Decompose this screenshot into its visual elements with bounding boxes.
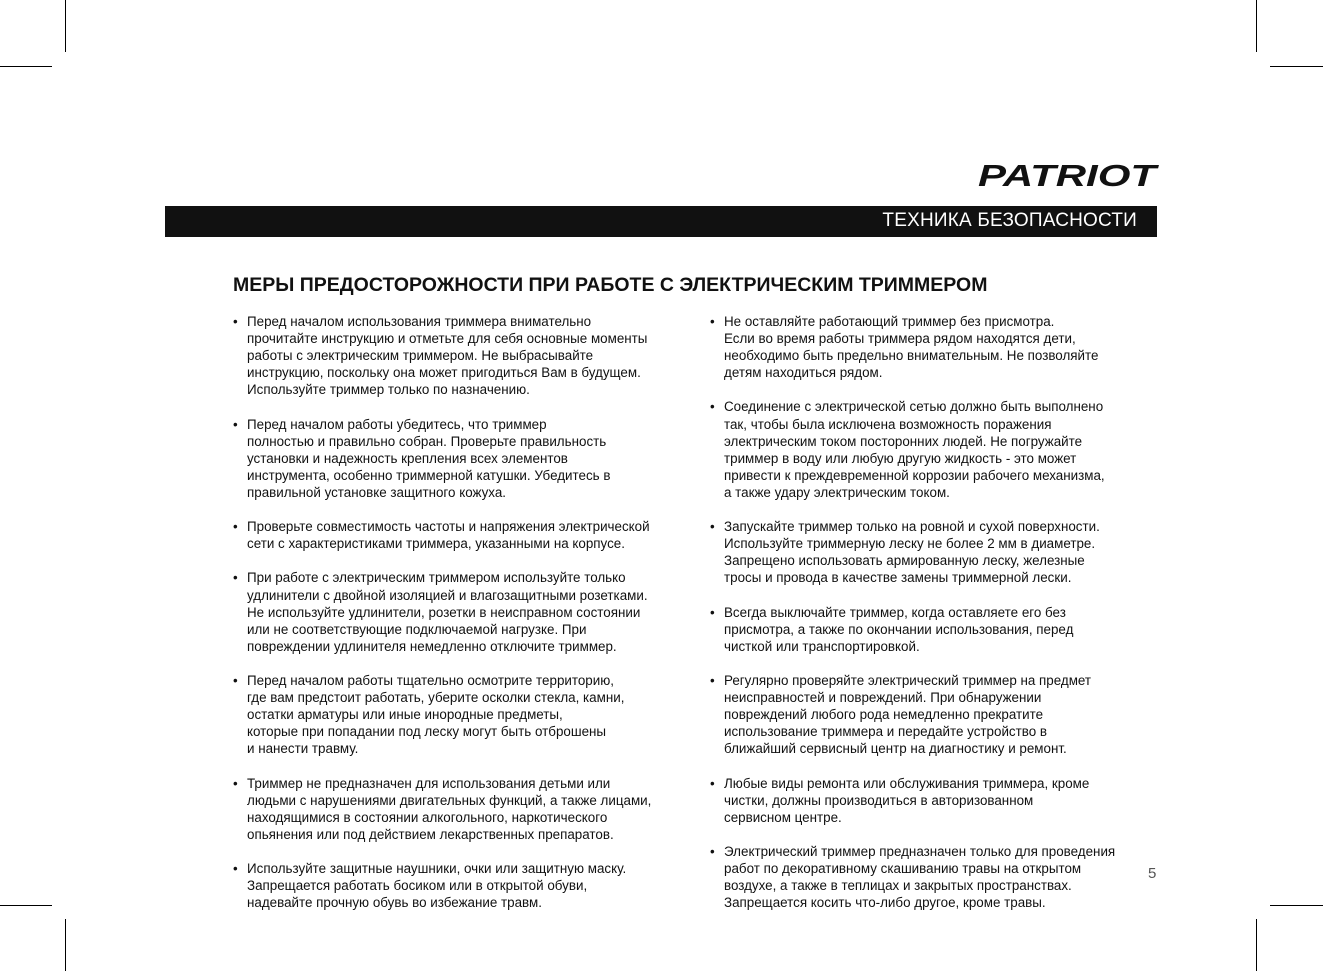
bullet-icon: •	[710, 314, 715, 329]
safety-list-item	[233, 775, 688, 843]
bullet-icon: •	[233, 519, 238, 535]
safety-list-item	[710, 518, 1150, 586]
crop-mark	[0, 66, 52, 67]
safety-item-text: Перед началом работы тщательно осмотрите территорию, где вам предстоит работать, уберите осколки стекла, камни, остатки арматуры или иные инородные предметы, которые при попадании под леску могут быть отброшены и нанести травму.	[247, 672, 625, 757]
safety-list-item	[233, 416, 688, 501]
bullet-icon: •	[233, 416, 238, 432]
safety-item-text: Проверьте совместимость частоты и напряжения электрической сети с характеристиками триммера, указанными на корпусе.	[247, 519, 650, 552]
bullet-icon: •	[710, 775, 715, 791]
safety-list-item	[710, 775, 1150, 826]
safety-item-text: Регулярно проверяйте электрический триммер на предмет неисправностей и повреждений. При обнаружении повреждений любого рода немедленно прекратите использование триммера и передайте устройство в ближайший сервисный центр на диагностику и ремонт.	[724, 672, 1092, 757]
crop-mark	[1256, 919, 1257, 971]
right-column-list	[710, 313, 1150, 928]
bullet-icon: •	[710, 519, 715, 535]
safety-list-item	[710, 843, 1150, 911]
crop-mark	[1256, 0, 1257, 52]
safety-list-item	[710, 313, 1150, 381]
safety-item-text: Используйте защитные наушники, очки или защитную маску. Запрещается работать босиком или в открытой обуви, надевайте прочную обувь во избежание травм.	[247, 861, 627, 911]
safety-list-item	[233, 569, 688, 654]
bullet-icon: •	[233, 861, 238, 876]
safety-item-text: Запускайте триммер только на ровной и сухой поверхности. Используйте триммерную леску не более 2 мм в диаметре. Запрещено использовать армированную леску, железные тросы и провода в качестве замены триммерной лески.	[724, 519, 1100, 586]
patriot-logo	[975, 154, 1160, 194]
safety-item-text: Всегда выключайте триммер, когда оставляете его без присмотра, а также по окончании использования, перед чисткой или транспортировкой.	[724, 604, 1074, 654]
bullet-icon: •	[710, 843, 715, 859]
crop-mark	[65, 0, 66, 52]
safety-item-text: Не оставляйте работающий триммер без присмотра. Если во время работы триммера рядом находятся дети, необходимо быть предельно внимательным. Не позволяйте детям находиться рядом.	[724, 314, 1099, 381]
safety-list-item	[233, 860, 688, 911]
bullet-icon: •	[233, 570, 238, 586]
bullet-icon: •	[710, 604, 715, 620]
bullet-icon: •	[233, 314, 238, 329]
safety-item-text: Перед началом работы убедитесь, что триммер полностью и правильно собран. Проверьте правильность установки и надежность крепления всех элементов инструмента, особенно триммерной катушки. Убедитесь в правильной установке защитного кожуха.	[247, 416, 611, 500]
left-column-list	[233, 313, 688, 928]
section-header-bar	[165, 206, 1157, 237]
crop-mark	[1270, 905, 1323, 906]
logo-text: PATRIOT	[978, 158, 1160, 193]
safety-list-item	[710, 398, 1150, 501]
bullet-icon: •	[233, 672, 238, 688]
safety-item-text: Соединение с электрической сетью должно быть выполнено так, чтобы была исключена возможность поражения электрическим током посторонних людей. Не погружайте триммер в воду или любую другую жидкость - это может привести к преждевременной коррозии рабочего механизма, а также удару электрическим током.	[724, 399, 1105, 500]
safety-list-item	[710, 672, 1150, 757]
safety-item-text: При работе с электрическим триммером используйте только удлинители с двойной изоляцией и влагозащитными розетками. Не используйте удлинители, розетки в неисправном состоянии или не соответствующие подключаемой нагрузке. При повреждении удлинителя немедленно отключите триммер.	[247, 570, 648, 654]
safety-list-item	[233, 518, 688, 552]
crop-mark	[65, 919, 66, 971]
safety-list-item	[233, 672, 688, 757]
safety-item-text: Любые виды ремонта или обслуживания триммера, кроме чистки, должны производиться в авторизованном сервисном центре.	[724, 775, 1090, 825]
safety-list-item	[233, 313, 688, 398]
crop-mark	[0, 905, 52, 906]
safety-item-text: Перед началом использования триммера внимательно прочитайте инструкцию и отметьте для себя основные моменты работы с электрическим триммером. Не выбрасывайте инструкцию, поскольку она может пригодиться Вам в будущем. Используйте триммер только по назначению.	[247, 314, 648, 398]
bullet-icon: •	[710, 399, 715, 415]
page-number: 5	[1148, 865, 1157, 882]
page-heading: МЕРЫ ПРЕДОСТОРОЖНОСТИ ПРИ РАБОТЕ С ЭЛЕКТРИЧЕСКИМ ТРИММЕРОМ	[233, 274, 988, 296]
crop-mark	[1270, 66, 1323, 67]
safety-list-item	[710, 604, 1150, 655]
bullet-icon: •	[710, 672, 715, 688]
safety-item-text: Триммер не предназначен для использования детьми или людьми с нарушениями двигательных функций, а также лицами, находящимися в состоянии алкогольного, наркотического опьянения или под действием лекарственных препаратов.	[247, 775, 652, 842]
safety-item-text: Электрический триммер предназначен только для проведения работ по декоративному скашиванию травы на открытом воздухе, а также в теплицах и закрытых пространствах. Запрещается косить что-либо другое, кроме травы.	[724, 843, 1116, 911]
section-title: ТЕХНИКА БЕЗОПАСНОСТИ	[882, 210, 1137, 231]
bullet-icon: •	[233, 775, 238, 791]
